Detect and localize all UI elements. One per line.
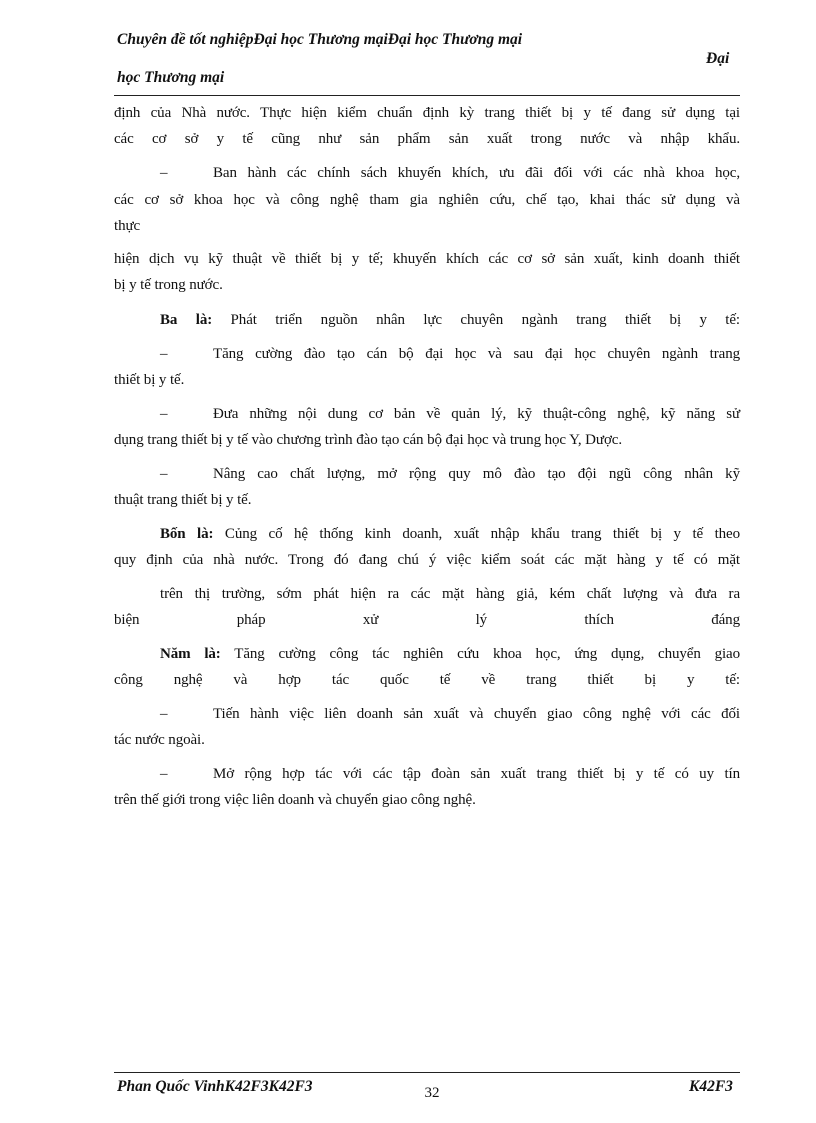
body-line: Ban hành các chính sách khuyến khích, ưu đãi đối với các nhà khoa học,: [213, 165, 740, 181]
body-line: hiện dịch vụ kỹ thuật về thiết bị y tế; khuyến khích các cơ sở sản xuất, kinh doanh thiết: [114, 251, 740, 267]
page-number: 32: [424, 1085, 440, 1101]
body-line: trên thị trường, sớm phát hiện ra các mặt hàng giả, kém chất lượng và đưa ra: [160, 586, 740, 602]
body-line: trên thế giới trong việc liên doanh và chuyển giao công nghệ.: [114, 792, 476, 808]
section-heading-bon: [160, 526, 740, 543]
header-title: Chuyên đề tốt nghiệpĐại học Thương mạiĐại học Thương mại: [117, 31, 523, 48]
header-title-right: Đại: [706, 50, 730, 67]
body-line: dụng trang thiết bị y tế vào chương trình đào tạo cán bộ đại học và trung học Y, Dược.: [114, 432, 622, 448]
body-line: quy định của nhà nước. Trong đó đang chú ý việc kiểm soát các mặt hàng y tế có mặt: [114, 552, 740, 568]
section-text: Phát triển nguồn nhân lực chuyên ngành trang thiết bị y tế:: [212, 312, 740, 328]
section-label: Ba là:: [160, 312, 213, 328]
body-line: định của Nhà nước. Thực hiện kiểm chuẩn định kỳ trang thiết bị y tế đang sử dụng tại: [114, 105, 740, 121]
section-label: Bốn là:: [160, 526, 214, 542]
body-line: Mở rộng hợp tác với các tập đoàn sản xuất trang thiết bị y tế có uy tín: [213, 766, 740, 782]
body-line: công nghệ và hợp tác quốc tế về trang thiết bị y tế:: [114, 672, 740, 688]
dash-bullet: –: [160, 766, 168, 782]
footer-rule: [114, 1072, 740, 1073]
section-label: Năm là:: [160, 646, 221, 662]
body-line: Nâng cao chất lượng, mở rộng quy mô đào tạo đội ngũ công nhân kỹ: [213, 466, 740, 482]
section-heading-nam: [160, 646, 740, 663]
dash-bullet: –: [160, 406, 168, 422]
body-line: Đưa những nội dung cơ bản về quản lý, kỹ thuật-công nghệ, kỹ năng sử: [213, 406, 740, 422]
body-line: các cơ sở khoa học và công nghệ tham gia nghiên cứu, chế tạo, khai thác sử dụng và: [114, 192, 740, 208]
footer-class-code: K42F3: [689, 1078, 733, 1095]
header-title-continued: học Thương mại: [117, 69, 225, 86]
body-line: các cơ sở y tế cũng như sản phẩm sản xuất trong nước và nhập khẩu.: [114, 131, 740, 147]
body-line: thực: [114, 218, 141, 234]
section-text: Tăng cường công tác nghiên cứu khoa học, ứng dụng, chuyển giao: [220, 646, 741, 662]
body-line: thuật trang thiết bị y tế.: [114, 492, 252, 508]
dash-bullet: –: [160, 466, 168, 482]
body-line: biện pháp xử lý thích đáng: [114, 612, 740, 628]
body-line: Tiến hành việc liên doanh sản xuất và chuyển giao công nghệ với các đối: [213, 706, 740, 722]
body-line: tác nước ngoài.: [114, 732, 205, 748]
dash-bullet: –: [160, 706, 168, 722]
section-heading-ba: [160, 312, 740, 329]
dash-bullet: –: [160, 165, 168, 181]
section-text: Củng cố hệ thống kinh doanh, xuất nhập khẩu trang thiết bị y tế theo: [213, 526, 741, 542]
dash-bullet: –: [160, 346, 168, 362]
body-line: thiết bị y tế.: [114, 372, 185, 388]
body-line: Tăng cường đào tạo cán bộ đại học và sau đại học chuyên ngành trang: [213, 346, 740, 362]
body-line: bị y tế trong nước.: [114, 277, 223, 293]
header-rule: [114, 95, 740, 96]
footer-author: Phan Quốc VinhK42F3K42F3: [117, 1078, 313, 1095]
